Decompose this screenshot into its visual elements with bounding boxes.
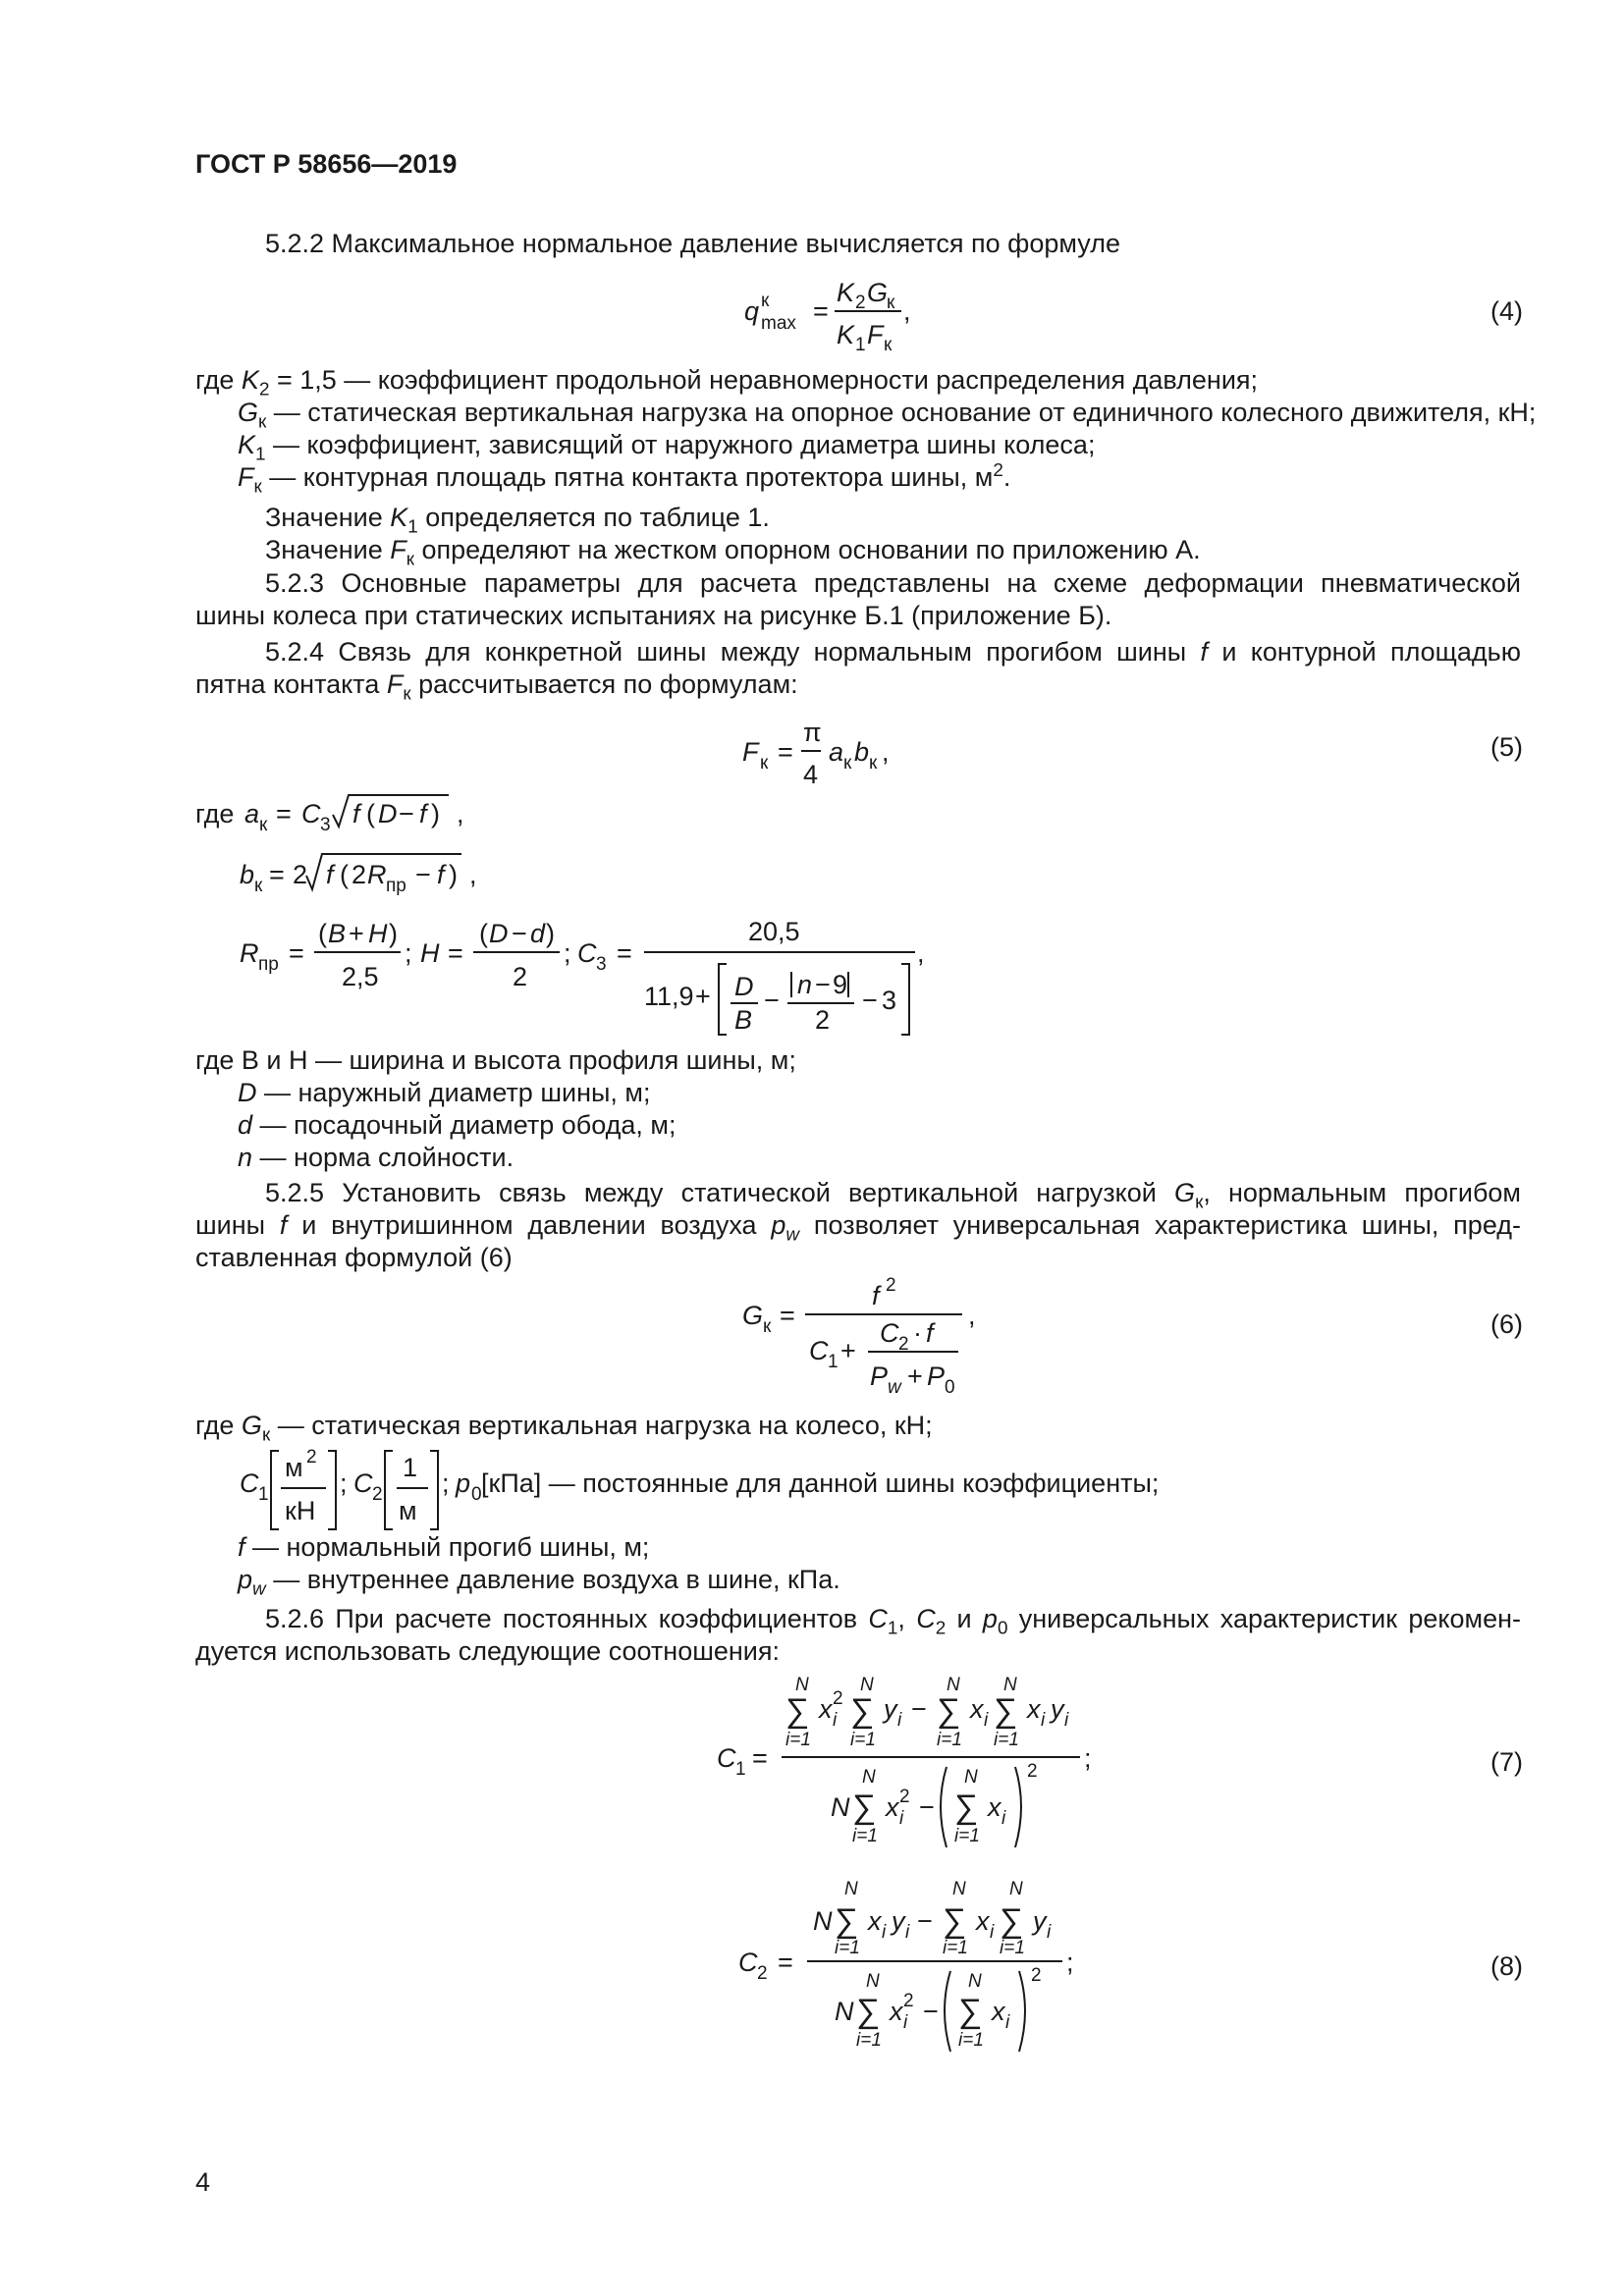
formula-8 [738,1873,1092,2069]
svg-text:G: G [742,1301,764,1330]
svg-text:B: B [734,1005,753,1035]
svg-text:(: ( [318,919,327,948]
definition-n: n — норма слойности. [238,1143,514,1172]
svg-text:2: 2 [886,1275,896,1296]
equation-number-8: (8) [1490,1951,1523,1981]
svg-text:N: N [1003,1675,1017,1695]
svg-text:x: x [976,1906,990,1936]
svg-text:−: − [764,986,780,1015]
svg-text:(: ( [366,799,375,828]
svg-text:∑: ∑ [852,1789,877,1826]
formula-b-k [238,846,532,905]
svg-text:C: C [301,799,321,828]
svg-text:): ) [389,919,398,948]
svg-text:i: i [882,1922,887,1943]
svg-text:i: i [984,1710,989,1731]
svg-text:;: ; [1066,1948,1074,1977]
svg-text:∑: ∑ [994,1692,1018,1730]
svg-text:к: к [760,753,769,774]
svg-text:y: y [884,1694,897,1724]
svg-text:f: f [437,860,445,889]
svg-text:−: − [399,799,414,828]
svg-text:−: − [919,1792,935,1822]
svg-text:w: w [888,1377,901,1398]
svg-text:C: C [738,1948,758,1977]
svg-text:=: = [778,737,793,767]
svg-text:y: y [1051,1694,1064,1724]
svg-text:b: b [854,737,870,767]
formula-7 [717,1669,1110,1865]
svg-text:C: C [880,1318,899,1348]
svg-text:f: f [352,799,360,828]
equation-number-5: (5) [1490,732,1523,762]
svg-text:2: 2 [903,1991,914,2011]
svg-text:4: 4 [803,760,819,789]
svg-text:C: C [577,938,597,968]
svg-text:i=1: i=1 [850,1730,876,1750]
svg-text:∑: ∑ [937,1692,961,1730]
formula-5 [727,707,923,795]
svg-text:N: N [947,1675,960,1695]
page-number: 4 [195,2167,211,2197]
svg-text:·: · [913,1318,922,1348]
paragraph-5-2-4-line2: пятна контакта $F_к$ рассчитывается по формулам: [195,669,798,705]
svg-text:,: , [968,1301,976,1330]
svg-text:=: = [448,938,463,968]
svg-text:R: R [240,938,259,968]
formula-4-q: q [744,296,760,326]
svg-text:i: i [833,1710,838,1731]
svg-text:+: + [907,1362,923,1391]
svg-text:3: 3 [320,815,331,835]
svg-text:H: H [368,919,388,948]
svg-text:к: к [887,293,895,313]
svg-text:к: к [761,291,770,311]
definition-f: $F_к$ — контурная площадь пятна контакта протектора шины, $м^2$. [238,460,1011,498]
svg-text:): ) [546,919,555,948]
svg-text:−: − [911,1694,927,1724]
svg-text:−: − [415,860,431,889]
svg-text:=: = [778,1948,793,1977]
svg-text:i: i [1041,1710,1046,1731]
svg-text:,: , [469,860,477,889]
svg-text:i: i [1064,1710,1069,1731]
svg-text:y: y [892,1906,905,1936]
svg-text:i=1: i=1 [1000,1938,1025,1958]
definition-b-h: где B и H — ширина и высота профиля шины, м; [195,1045,796,1075]
svg-text:x: x [890,1997,903,2026]
svg-text:+: + [349,919,364,948]
svg-text:D: D [734,972,754,1001]
svg-text:;: ; [1084,1743,1092,1773]
svg-text:C: C [717,1743,736,1773]
svg-text:i: i [897,1710,902,1731]
svg-text:N: N [968,1971,982,1992]
svg-text:2: 2 [757,1963,768,1984]
svg-text:d: d [530,919,546,948]
svg-text:F: F [867,320,884,349]
svg-text:0: 0 [471,1484,482,1505]
definition-d: d — посадочный диаметр обода, м; [238,1110,677,1140]
svg-text:2: 2 [306,1447,317,1468]
svg-text:∑: ∑ [1000,1902,1024,1940]
svg-text:F: F [742,737,759,767]
svg-text:[кПа] — постоянные для данной: [кПа] — постоянные для данной шины коэффициенты; [481,1468,1160,1498]
svg-text:C: C [809,1336,829,1365]
svg-text:x: x [868,1906,882,1936]
svg-text:2: 2 [1027,1761,1038,1782]
definition-g: $G_к$ — статическая вертикальная нагрузка на опорное основание от единичного колесного движителя, кН; [238,398,1537,433]
svg-text:N: N [795,1675,809,1695]
svg-text:y: y [1033,1906,1047,1936]
svg-text:G: G [867,278,889,307]
svg-text:a: a [244,799,260,828]
svg-text:P: P [927,1362,946,1391]
svg-text:i=1: i=1 [994,1730,1019,1750]
svg-text:(: ( [340,860,349,889]
svg-text:2: 2 [352,860,367,889]
svg-text:20,5: 20,5 [748,917,800,946]
paragraph-5-2-6-line1: 5.2.6 При расчете постоянных коэффициентов $C_1$, $C_2$ и $p_0$ универсальных характеристик рекомен- [265,1604,1521,1639]
svg-text:2: 2 [898,1334,909,1355]
svg-text:i=1: i=1 [937,1730,962,1750]
svg-text:x: x [970,1694,984,1724]
svg-text:K: K [837,320,855,349]
paragraph-5-2-5-line3: ставленная формулой (6) [195,1243,513,1272]
svg-text:+: + [840,1336,856,1365]
svg-text:2: 2 [855,293,866,313]
svg-text:x: x [819,1694,833,1724]
svg-text:∑: ∑ [958,1993,983,2030]
svg-text:2: 2 [293,860,308,889]
svg-text:=: = [813,296,829,326]
value-f-note: Значение $F_к$ определяют на жестком опорном основании по приложению А. [265,535,1201,570]
svg-text:f: f [926,1318,934,1348]
document-header: ГОСТ Р 58656—2019 [195,149,458,179]
svg-text:∑: ∑ [835,1902,859,1940]
definition-D: D — наружный диаметр шины, м; [238,1078,651,1107]
svg-text:2: 2 [372,1484,383,1505]
svg-text:,: , [882,737,890,767]
svg-text:м: м [399,1496,417,1525]
svg-text:(: ( [479,919,488,948]
svg-text:,: , [457,799,464,828]
svg-text:пр: пр [258,954,279,975]
svg-text:1: 1 [855,335,866,355]
svg-text:b: b [240,860,255,889]
svg-text:−: − [923,1997,939,2026]
svg-text:∑: ∑ [785,1692,810,1730]
svg-text:=: = [276,799,292,828]
equation-number-4: (4) [1490,296,1523,326]
svg-text:1: 1 [828,1352,839,1372]
svg-text:2,5: 2,5 [342,962,379,991]
svg-text:x: x [988,1792,1001,1822]
paragraph-5-2-3-line1: 5.2.3 Основные параметры для расчета представлены на схеме деформации пневматической [265,568,1521,598]
svg-text:;: ; [405,938,412,968]
svg-text:пр: пр [386,876,406,896]
definition-k2: где $K_2 = 1,5$ — коэффициент продольной неравномерности распределения давления; [195,365,1259,400]
svg-text:i: i [990,1922,995,1943]
svg-text:−: − [917,1906,933,1936]
svg-text:2: 2 [1031,1965,1042,1986]
svg-text:i: i [903,2012,908,2033]
svg-text:K: K [837,278,855,307]
svg-text:R: R [367,860,387,889]
svg-text:к: к [843,753,852,774]
svg-text:C: C [240,1468,259,1498]
svg-text:∑: ∑ [850,1692,875,1730]
svg-text:к: к [259,815,268,835]
svg-text:N: N [835,1997,854,2026]
svg-text:−: − [862,986,878,1015]
formula-6 [727,1271,982,1399]
svg-text:i: i [899,1808,904,1829]
svg-text:f: f [872,1281,880,1310]
svg-text:P: P [870,1362,889,1391]
svg-text:i: i [905,1922,910,1943]
svg-text:−: − [815,970,831,999]
svg-text:i=1: i=1 [958,2030,984,2051]
svg-text:N: N [862,1767,876,1788]
svg-text:∑: ∑ [943,1902,967,1940]
svg-text:i: i [1001,1808,1006,1829]
svg-text:где: где [195,799,235,828]
svg-text:B: B [328,919,347,948]
svg-text:;: ; [564,938,571,968]
svg-text:2: 2 [513,962,528,991]
paragraph-5-2-2: 5.2.2 Максимальное нормальное давление вычисляется по формуле [265,229,1120,258]
svg-text:2: 2 [815,1005,831,1035]
svg-text:=: = [269,860,285,889]
svg-text:N: N [964,1767,978,1788]
svg-text:+: + [695,982,711,1011]
svg-text:=: = [289,938,304,968]
definition-k1: $K_1$ — коэффициент, зависящий от наружного диаметра шины колеса; [238,430,1096,465]
svg-text:2: 2 [899,1787,910,1807]
svg-text:=: = [780,1301,795,1330]
svg-text:3: 3 [596,954,607,975]
svg-text:x: x [886,1792,899,1822]
svg-text:i=1: i=1 [943,1938,968,1958]
svg-text:=: = [752,1743,768,1773]
svg-text:f: f [419,799,427,828]
svg-text:N: N [813,1906,833,1936]
svg-text:;: ; [340,1468,348,1498]
svg-text:к: к [869,753,878,774]
svg-text:π: π [803,718,822,747]
svg-text:;: ; [442,1468,450,1498]
equation-number-6: (6) [1490,1309,1523,1339]
svg-text:D: D [378,799,398,828]
definition-g-load: где $G_к$ — статическая вертикальная нагрузка на колесо, кН; [195,1411,933,1446]
svg-text:i=1: i=1 [852,1826,878,1846]
svg-text:C: C [353,1468,373,1498]
svg-text:−: − [512,919,527,948]
paragraph-5-2-4-line1: 5.2.4 Связь для конкретной шины между нормальным прогибом шины f и контурной площадью [265,637,1521,667]
svg-text:max: max [761,313,796,334]
svg-text:): ) [431,799,440,828]
svg-text:к: к [884,335,893,355]
svg-text:i=1: i=1 [856,2030,882,2051]
svg-text:11,9: 11,9 [644,982,694,1011]
svg-text:,: , [903,296,911,326]
definition-f-deflection: f — нормальный прогиб шины, м; [238,1532,650,1562]
formula-4 [727,267,943,355]
svg-text:N: N [952,1879,966,1899]
svg-text:a: a [829,737,844,767]
svg-text:N: N [844,1879,858,1899]
svg-text:,: , [917,938,925,968]
svg-text:i: i [1047,1922,1052,1943]
svg-text:к: к [763,1316,772,1337]
svg-text:): ) [449,860,458,889]
formula-coefficients [238,1439,1219,1537]
svg-text:i: i [1005,2012,1010,2033]
equation-number-7: (7) [1490,1747,1523,1777]
value-k1-note: Значение $K_1$ определяется по таблице 1. [265,503,770,538]
svg-text:x: x [992,1997,1005,2026]
svg-text:1: 1 [735,1759,746,1780]
formula-r-h-c3 [238,907,964,1044]
svg-text:x: x [1027,1694,1041,1724]
svg-text:f: f [326,860,334,889]
paragraph-5-2-3-line2: шины колеса при статических испытаниях на рисунке Б.1 (приложение Б). [195,601,1112,630]
svg-text:N: N [1009,1879,1023,1899]
svg-text:N: N [831,1792,850,1822]
svg-text:p: p [456,1468,471,1498]
paragraph-5-2-6-line2: дуется использовать следующие соотношения: [195,1636,781,1666]
formula-a-k [195,785,510,844]
svg-text:9: 9 [833,970,848,999]
svg-text:N: N [860,1675,874,1695]
svg-text:1: 1 [403,1453,418,1482]
svg-text:2: 2 [833,1688,843,1709]
paragraph-5-2-5-line2: шины f и внутришинном давлении воздуха $p_w$ позволяет универсальная характеристика шины, пред- [195,1210,1521,1246]
svg-text:i=1: i=1 [954,1826,980,1846]
paragraph-5-2-5-line1: 5.2.5 Установить связь между статической вертикальной нагрузкой $G_к$, нормальным прогибом [265,1178,1521,1213]
svg-text:i=1: i=1 [785,1730,811,1750]
svg-text:N: N [866,1971,880,1992]
svg-text:3: 3 [882,986,897,1015]
svg-text:∑: ∑ [856,1993,881,2030]
svg-text:=: = [617,938,632,968]
svg-text:к: к [254,876,263,896]
svg-text:i=1: i=1 [835,1938,860,1958]
svg-text:0: 0 [945,1377,955,1398]
svg-text:кН: кН [285,1496,316,1525]
svg-text:1: 1 [258,1484,269,1505]
svg-text:∑: ∑ [954,1789,979,1826]
definition-pw: $p_w$ — внутреннее давление воздуха в шине, кПа. [238,1565,840,1600]
svg-text:n: n [797,970,813,999]
svg-text:м: м [285,1453,303,1482]
svg-text:H: H [420,938,440,968]
svg-text:D: D [489,919,509,948]
